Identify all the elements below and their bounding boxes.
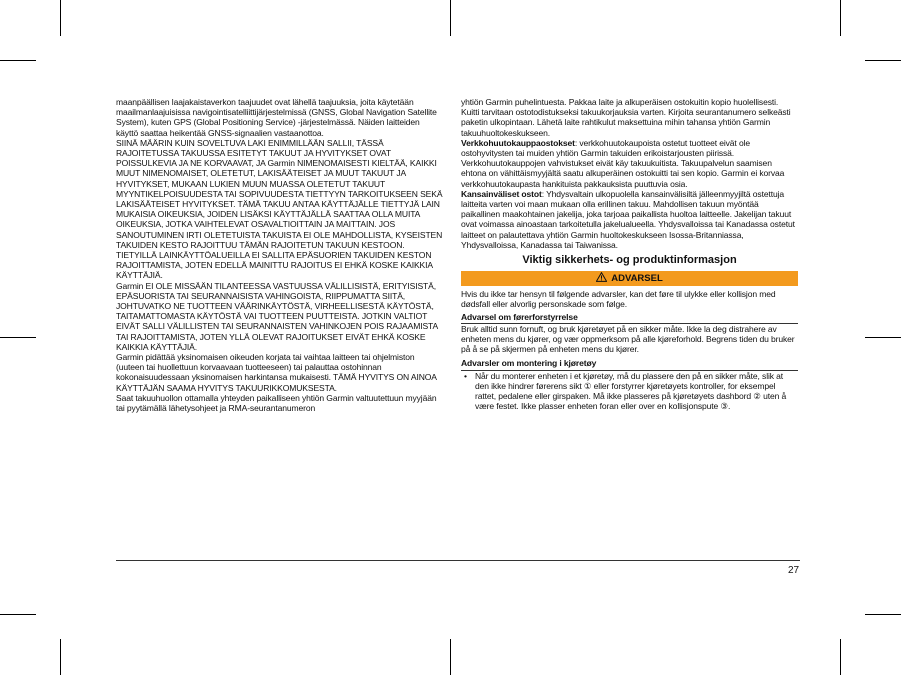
- subheading: Advarsler om montering i kjøretøy: [461, 358, 597, 369]
- crop-mark: [60, 639, 61, 675]
- paragraph: Saat takuuhuollon ottamalla yhteyden paikalliseen yhtiön Garmin valtuutettuun myyjään tai pyytämällä lähetysohjeet ja RMA-seurantanumeron: [116, 392, 437, 414]
- paragraph: Garmin EI OLE MISSÄÄN TILANTEESSA VASTUUSSA VÄLILLISISTÄ, ERITYISISTÄ, EPÄSUORISTA TAI SEURANNAISISTA VAHINGOISTA, RIIPPUMATTA SIITÄ, JOHTUVATKO NE TUOTTEEN VÄÄRINKÄYTÖSTÄ, VIRHEELLISESTÄ KÄYTÖSTÄ, TAITAMATTOMASTA KÄYTÖSTÄ VAI TUOTTEEN PUUTTEISTA. JOTKIN VALTIOT EIVÄT SALLI VÄLILLISTEN TAI SEURANNAISTEN VAHINKOJEN POIS RAJAAMISTA TAI RAJOITTAMISTA, JOTEN YLLÄ OLEVAT RAJOITUKSET EIVÄT EHKÄ KOSKE KAIKKIA KÄYTTÄJIÄ.: [116, 280, 438, 352]
- section-title: Viktig sikkerhets- og produktinformasjon: [522, 254, 737, 267]
- paragraph: yhtiön Garmin puhelintuesta. Pakkaa laite ja alkuperäisen ostokuitin kopio huolellisesti. Kuitti tarvitaan ostotodistukseksi takuukorjauksia varten. Kirjoita seurantanumero selkeästi paketin ulkopintaan. Lähetä laite rahtikulut maksettuina mihin tahansa yhtiön Garmin takuuhuoltokeskukseen.: [461, 97, 791, 138]
- paragraph: SIINÄ MÄÄRIN KUIN SOVELTUVA LAKI ENIMMILLÄÄN SALLII, TÄSSÄ RAJOITETUSSA TAKUUSSA ESITETYT TAKUUT JA HYVITYKSET OVAT POISSULKEVIA JA NE KORVAAVAT, JA Garmin NIMENOMAISESTI KIELTÄÄ, KAIKKI MUUT NIMENOMAISET, OLETETUT, LAKISÄÄTEISET JA MUUT TAKUUT JA HYVITYKSET, MUKAAN LUKIEN MUUN MUASSA OLETETUT TAKUUT MYYNTIKELPOISUUDESTA TAI SOPIVUUDESTA TIETTYYN TARKOITUKSEEN SEKÄ LAKISÄÄTEISET HYVITYKSET. TÄMÄ TAKUU ANTAA KÄYTTÄJÄLLE TIETTYJÄ LAIN MUKAISIA OIKEUKSIA, JOIDEN LISÄKSI KÄYTTÄJÄLLÄ SAATTAA OLLA MUITA OIKEUKSIA, JOTKA VAIHTELEVAT OSAVALTIOITTAIN JA MAITTAIN. JOS SANOUTUMINEN IRTI OLETETUISTA TAKUISTA EI OLE MAHDOLLISTA, KYSEISTEN TAKUIDEN KESTO RAJOITTUU TÄMÄN RAJOITETUN TAKUUN KESTOON. TIETYILLÄ LAINKÄYTTÖALUEILLA EI SALLITA EPÄSUORIEN TAKUIDEN KESTON RAJOITTAMISTA, JOTEN EDELLÄ MAINITTU RAJOITUS EI EHKÄ KOSKE KAIKKIA KÄYTTÄJIÄ.: [116, 137, 443, 281]
- crop-mark: [0, 614, 36, 615]
- paragraph: maanpäällisen laajakaistaverkon taajuudet ovat lähellä taajuuksia, joita käytetään maailmanlaajuisissa navigointisatelliittijärjestelmissä (GNSS, Global Navigation Satellite System), kuten GPS (Global Positioning Service) -järjestelmässä. Näiden laitteiden käyttö saattaa heikentää GNSS-signaalien vastaanottoa.: [116, 97, 437, 138]
- crop-mark: [0, 337, 36, 338]
- crop-mark: [865, 614, 901, 615]
- crop-mark: [865, 337, 901, 338]
- crop-mark: [0, 60, 36, 61]
- crop-mark: [840, 0, 841, 36]
- footer-divider: [116, 560, 800, 561]
- crop-mark: [840, 639, 841, 675]
- crop-mark: [450, 639, 451, 675]
- inline-heading: Verkkohuutokauppaostokset: [461, 137, 575, 148]
- warning-banner: [461, 271, 798, 286]
- crop-mark: [60, 0, 61, 36]
- crop-mark: [865, 60, 901, 61]
- page-number: 27: [788, 565, 800, 576]
- paragraph: Bruk alltid sunn fornuft, og bruk kjøretøyet på en sikker måte. Ikke la deg distrahere av enheten mens du kjører, og vær oppmerksom på alle kjøreforhold. Begrens tiden du bruker på å se på skjermen på enheten mens du kjører.: [461, 323, 795, 355]
- paragraph: [461, 189, 798, 250]
- warning-triangle-icon: [596, 272, 607, 285]
- inline-heading: Kansainväliset ostot: [461, 188, 542, 199]
- paragraph: Hvis du ikke tar hensyn til følgende advarsler, kan det føre til ulykke eller kollisjon med dødsfall eller alvorlig personskade som følge.: [461, 289, 776, 310]
- list-item: [461, 371, 798, 412]
- warning-label: ADVARSEL: [611, 272, 663, 284]
- right-column: [461, 97, 798, 411]
- crop-mark: [450, 0, 451, 36]
- paragraph: [461, 138, 798, 189]
- list-item-text: Når du monterer enheten i et kjøretøy, må du plassere den på en sikker måte, slik at den ikke hindrer førerens sikt ① eller forstyrrer kjøretøyets kontroller, for eksempel rattet, pedalene eller girspaken. Må ikke plasseres på kjøretøyets dashbord ② uten å være festet. Ikke plasser enheten foran eller over en kollisjonspute ③.: [475, 370, 787, 412]
- paragraph: Garmin pidättää yksinomaisen oikeuden korjata tai vaihtaa laitteen tai ohjelmiston (uuteen tai huollettuun korvaavaan tuotteeseen) tai palauttaa ostohinnan kokonaisuudessaan yksinomaisen harkintansa mukaisesti. TÄMÄ HYVITYS ON AINOA KÄYTTÄJÄN SAAMA HYVITYS TAKUURIKKOMUKSESTA.: [116, 352, 437, 393]
- inline-text: : Yhdysvaltain ulkopuolella kansainvälisiltä jälleenmyyjiltä ostettuja laitteita varten voi maan mukaan olla erillinen takuu. Mahdollisen takuun myöntää paikallinen maakohtainen jakelija, joka tarjoaa paikallista huoltoa laitteelle. Jakelijan takuut ovat voimassa ainoastaan tarkoitetulla jakelualueella. Yhdysvalloissa tai Kanadassa ostetut laitteet on palautettava yhtiön Garmin huoltokeskukseen Isossa-Britanniassa, Yhdysvalloissa, Kanadassa tai Taiwanissa.: [461, 188, 795, 250]
- left-column: [116, 97, 444, 413]
- inline-text: : verkkohuutokaupoista ostetut tuotteet eivät ole ostohyvitysten tai muiden yhtiön Garmin takuiden erikoistarjousten piirissä. Verkkohuutokauppojen vahvistukset eivät käy takuukuitista. Takuupalvelun saamisen ehtona on vähittäismyyjältä saatu alkuperäinen ostokuitti tai sen kopio. Garmin ei korvaa verkkohuutokaupasta hankituista pakkauksista puuttuvia osia.: [461, 137, 785, 189]
- bullet-icon: •: [464, 370, 467, 381]
- subheading: Advarsel om førerforstyrrelse: [461, 311, 578, 322]
